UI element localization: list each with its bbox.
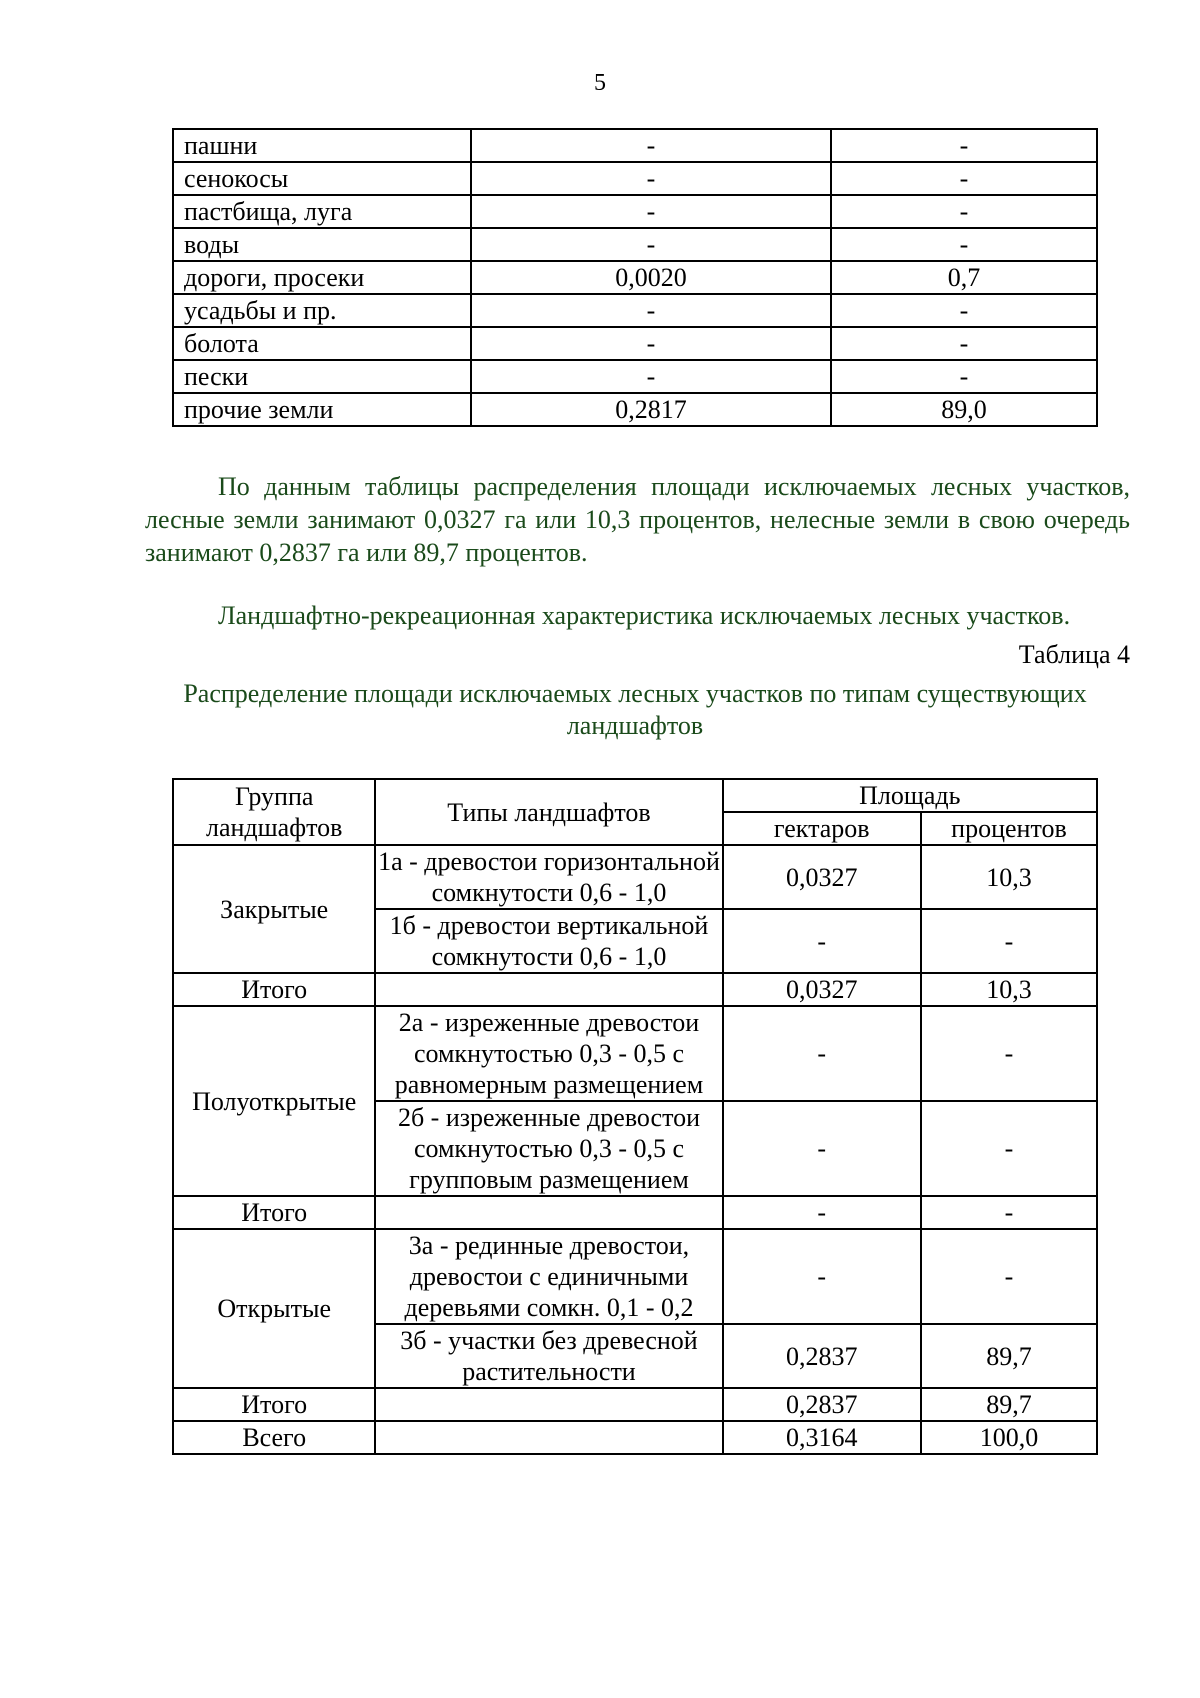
percent-cell: - — [921, 909, 1097, 973]
hectares-cell: 0,0327 — [723, 845, 921, 909]
hectares-cell: - — [471, 195, 831, 228]
percent-cell: - — [921, 1101, 1097, 1196]
percent-cell: - — [831, 360, 1097, 393]
percent-cell: 10,3 — [921, 845, 1097, 909]
landscape-paragraph: Ландшафтно-рекреационная характеристика исключаемых лесных участков. — [218, 601, 1071, 630]
hectares-cell: - — [723, 1006, 921, 1101]
percent-cell: - — [831, 129, 1097, 162]
land-category-name: дороги, просеки — [173, 261, 471, 294]
header-group: Группа ландшафтов — [173, 779, 375, 845]
hectares-cell: - — [471, 162, 831, 195]
hectares-cell: - — [471, 228, 831, 261]
table-row — [173, 845, 1097, 909]
table-row — [173, 162, 1097, 195]
land-category-name: пашни — [173, 129, 471, 162]
subtotal-label: Итого — [173, 1388, 375, 1421]
percent-cell: - — [831, 195, 1097, 228]
hectares-cell: 0,2837 — [723, 1324, 921, 1388]
page-number: 5 — [594, 70, 606, 96]
landscape-type: 2а - изреженные древостои сомкнутостью 0,3 - 0,5 с равномерным размещением — [375, 1006, 722, 1101]
subtotal-label: Итого — [173, 973, 375, 1006]
land-category-name: прочие земли — [173, 393, 471, 426]
land-category-name: пески — [173, 360, 471, 393]
table-row — [173, 1006, 1097, 1101]
hectares-cell: - — [471, 327, 831, 360]
percent-cell: 89,0 — [831, 393, 1097, 426]
table-row — [173, 228, 1097, 261]
hectares-cell: 0,2817 — [471, 393, 831, 426]
landscape-distribution-table — [172, 778, 1098, 1455]
hectares-cell: - — [723, 909, 921, 973]
table-row — [173, 327, 1097, 360]
land-category-name: сенокосы — [173, 162, 471, 195]
landscape-type: 2б - изреженные древостои сомкнутостью 0,3 - 0,5 с групповым размещением — [375, 1101, 722, 1196]
empty-cell — [375, 1196, 722, 1229]
grand-total-row — [173, 1421, 1097, 1454]
table-title: Распределение площади исключаемых лесных участков по типам существующих ландшафтов — [183, 679, 1087, 740]
landscape-type: 1а - древостои горизонтальной сомкнутости 0,6 - 1,0 — [375, 845, 722, 909]
header-percent: процентов — [921, 812, 1097, 845]
subtotal-label: Итого — [173, 1196, 375, 1229]
percent-cell: 0,7 — [831, 261, 1097, 294]
land-category-table — [172, 128, 1098, 427]
table-row — [173, 1229, 1097, 1324]
group-name: Полуоткрытые — [173, 1006, 375, 1196]
empty-cell — [375, 973, 722, 1006]
empty-cell — [375, 1388, 722, 1421]
hectares-cell: 0,3164 — [723, 1421, 921, 1454]
percent-cell: - — [831, 327, 1097, 360]
header-area: Площадь — [723, 779, 1097, 812]
percent-cell: - — [831, 294, 1097, 327]
hectares-cell: 0,0020 — [471, 261, 831, 294]
group-name: Закрытые — [173, 845, 375, 973]
land-category-name: усадьбы и пр. — [173, 294, 471, 327]
hectares-cell: - — [723, 1101, 921, 1196]
table-row — [173, 393, 1097, 426]
header-row — [173, 779, 1097, 812]
percent-cell: - — [921, 1196, 1097, 1229]
percent-cell: 100,0 — [921, 1421, 1097, 1454]
subtotal-row — [173, 973, 1097, 1006]
landscape-type: 3б - участки без древесной растительности — [375, 1324, 722, 1388]
table-row — [173, 195, 1097, 228]
percent-cell: - — [921, 1229, 1097, 1324]
table-row — [173, 129, 1097, 162]
percent-cell: 89,7 — [921, 1324, 1097, 1388]
empty-cell — [375, 1421, 722, 1454]
table-row — [173, 294, 1097, 327]
hectares-cell: - — [471, 360, 831, 393]
summary-paragraph: По данным таблицы распределения площади исключаемых лесных участков, лесные земли занимают 0,0327 га или 10,3 процентов, нелесные земли в свою очередь занимают 0,2837 га или 89,7 процентов. — [145, 472, 1130, 567]
table-label: Таблица 4 — [1018, 640, 1130, 669]
percent-cell: - — [921, 1006, 1097, 1101]
percent-cell: - — [831, 228, 1097, 261]
land-category-name: болота — [173, 327, 471, 360]
hectares-cell: 0,2837 — [723, 1388, 921, 1421]
landscape-type: 1б - древостои вертикальной сомкнутости 0,6 - 1,0 — [375, 909, 722, 973]
hectares-cell: - — [723, 1229, 921, 1324]
hectares-cell: - — [471, 294, 831, 327]
grand-total-label: Всего — [173, 1421, 375, 1454]
percent-cell: 89,7 — [921, 1388, 1097, 1421]
landscape-type: 3а - рединные древостои, древостои с единичными деревьями сомкн. 0,1 - 0,2 — [375, 1229, 722, 1324]
header-hectares: гектаров — [723, 812, 921, 845]
land-category-name: пастбища, луга — [173, 195, 471, 228]
percent-cell: 10,3 — [921, 973, 1097, 1006]
hectares-cell: 0,0327 — [723, 973, 921, 1006]
subtotal-row — [173, 1196, 1097, 1229]
percent-cell: - — [831, 162, 1097, 195]
table-row — [173, 360, 1097, 393]
header-type: Типы ландшафтов — [375, 779, 722, 845]
hectares-cell: - — [723, 1196, 921, 1229]
hectares-cell: - — [471, 129, 831, 162]
subtotal-row — [173, 1388, 1097, 1421]
table-row — [173, 261, 1097, 294]
land-category-name: воды — [173, 228, 471, 261]
group-name: Открытые — [173, 1229, 375, 1388]
